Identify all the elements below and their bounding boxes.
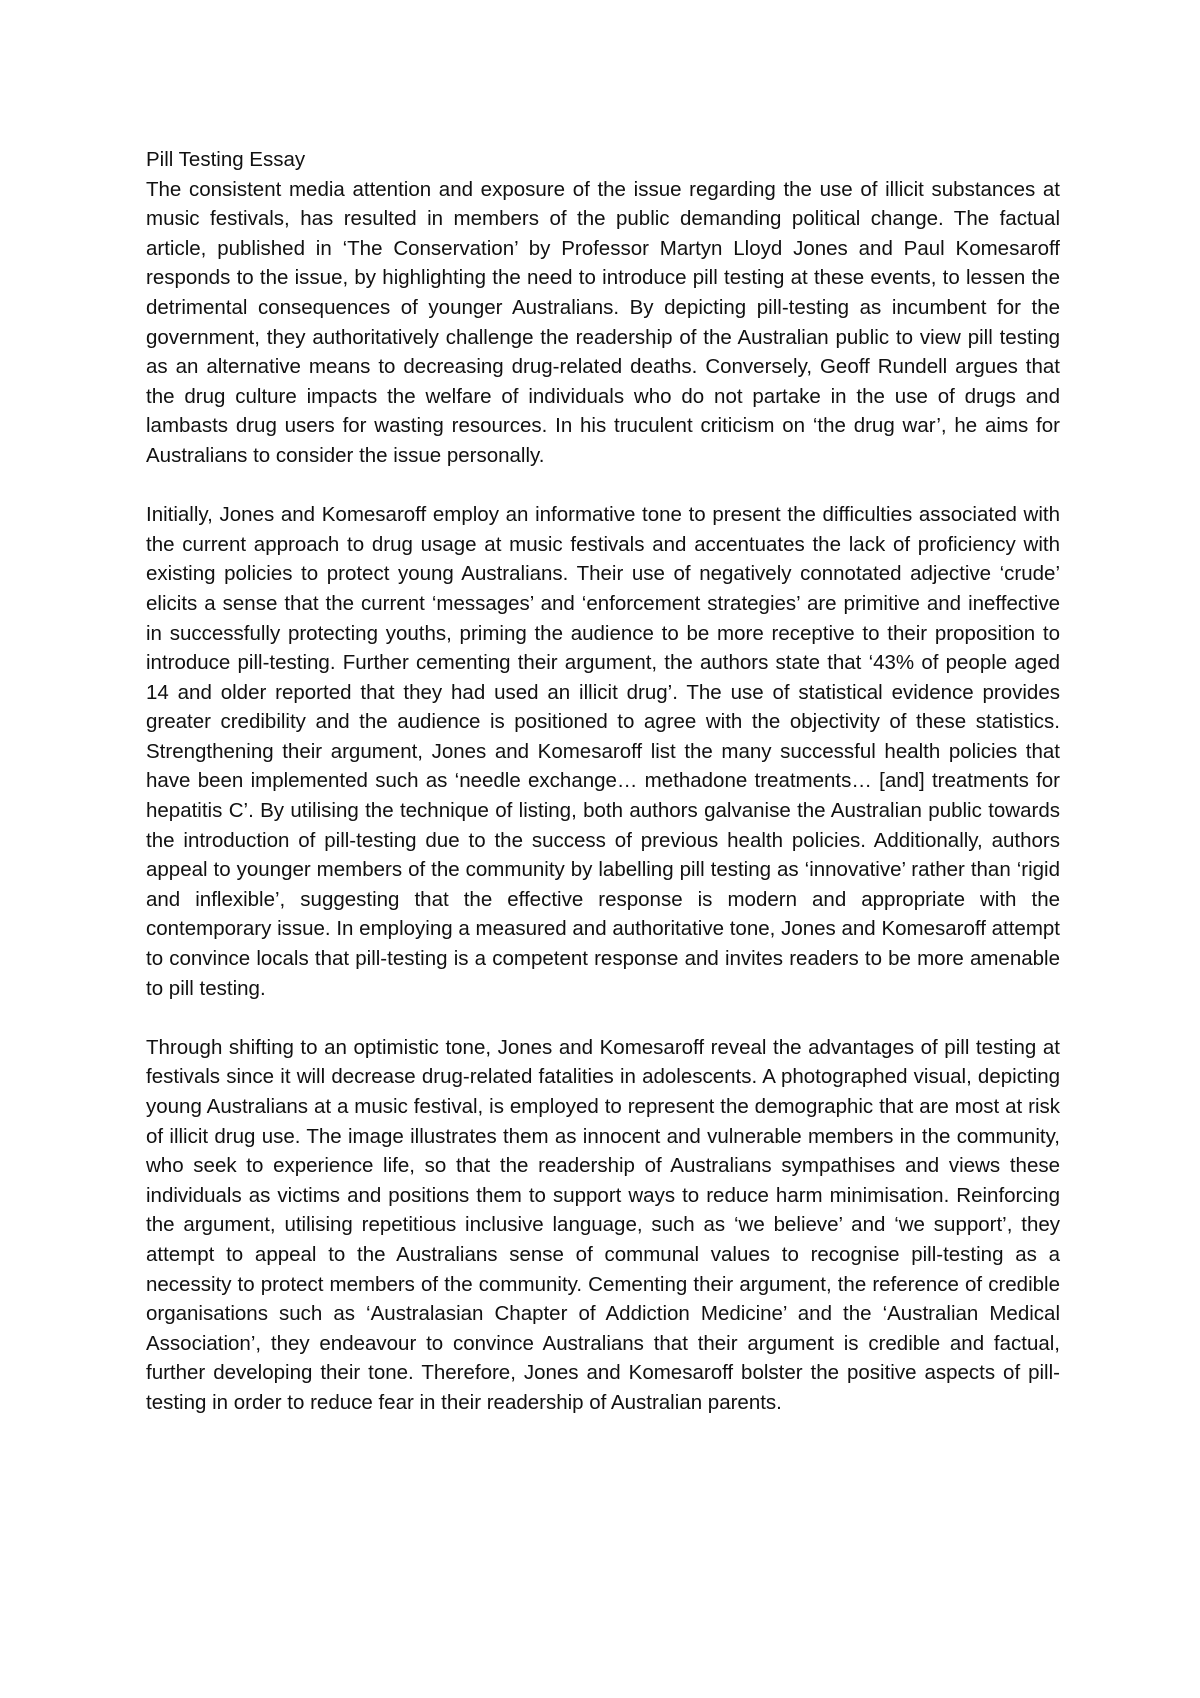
paragraph-body-2: Through shifting to an optimistic tone, Jones and Komesaroff reveal the advantages of pill testing at festivals since it will decrease drug-related fatalities in adolescents. A photographed visual, depicting young Australians at a music festival, is employed to represent the demographic that are most at risk of illicit drug use. The image illustrates them as innocent and vulnerable members in the community, who seek to experience life, so that the readership of Australians sympathises and views these individuals as victims and positions them to support ways to reduce harm minimisation. Reinforcing the argument, utilising repetitious inclusive language, such as ‘we believe’ and ‘we support’, they attempt to appeal to the Australians sense of communal values to recognise pill-testing as a necessity to protect members of the community. Cementing their argument, the reference of credible organisations such as ‘Australasian Chapter of Addiction Medicine’ and the ‘Australian Medical Association’, they endeavour to convince Australians that their argument is credible and factual, further developing their tone. Therefore, Jones and Komesaroff bolster the positive aspects of pill-testing in order to reduce fear in their readership of Australian parents.	[146, 1035, 1060, 1414]
paragraph-gap	[146, 1003, 1060, 1033]
paragraph-body-1: Initially, Jones and Komesaroff employ an informative tone to present the difficulties associated with the current approach to drug usage at music festivals and accentuates the lack of proficiency with existing policies to protect young Australians. Their use of negatively connotated adjective ‘crude’ elicits a sense that the current ‘messages’ and ‘enforcement strategies’ are primitive and ineffective in successfully protecting youths, priming the audience to be more receptive to their proposition to introduce pill-testing. Further cementing their argument, the authors state that ‘43% of people aged 14 and older reported that they had used an illicit drug’. The use of statistical evidence provides greater credibility and the audience is positioned to agree with the objectivity of these statistics. Strengthening their argument, Jones and Komesaroff list the many successful health policies that have been implemented such as ‘needle exchange… methadone treatments… [and] treatments for hepatitis C’. By utilising the technique of listing, both authors galvanise the Australian public towards the introduction of pill-testing due to the success of previous health policies. Additionally, authors appeal to younger members of the community by labelling pill testing as ‘innovative’ rather than ‘rigid and inflexible’, suggesting that the effective response is modern and appropriate with the contemporary issue. In employing a measured and authoritative tone, Jones and Komesaroff attempt to convince locals that pill-testing is a competent response and invites readers to be more amenable to pill testing.	[146, 503, 1060, 1000]
paragraph-introduction: The consistent media attention and exposure of the issue regarding the use of illicit substances at music festivals, has resulted in members of the public demanding political change. The factual article, published in ‘The Conservation’ by Professor Martyn Lloyd Jones and Paul Komesaroff responds to the issue, by highlighting the need to introduce pill testing at these events, to lessen the detrimental consequences of younger Australians. By depicting pill-testing as incumbent for the government, they authoritatively challenge the readership of the Australian public to view pill testing as an alternative means to decreasing drug-related deaths. Conversely, Geoff Rundell argues that the drug culture impacts the welfare of individuals who do not partake in the use of drugs and lambasts drug users for wasting resources. In his truculent criticism on ‘the drug war’, he aims for Australians to consider the issue personally.	[146, 177, 1060, 467]
document-title: Pill Testing Essay	[146, 148, 306, 171]
document-body	[146, 145, 1060, 1418]
paragraph-gap	[146, 471, 1060, 501]
